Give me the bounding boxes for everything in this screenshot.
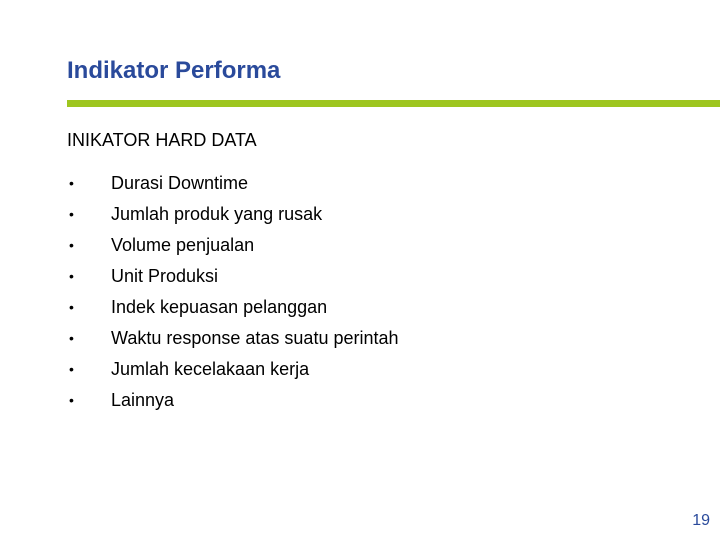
bullet-icon: • xyxy=(69,268,74,284)
bullet-text: Lainnya xyxy=(111,390,175,410)
bullet-icon: • xyxy=(69,206,74,222)
bullet-list xyxy=(67,168,399,416)
bullet-icon: • xyxy=(69,237,74,253)
list-item xyxy=(67,168,399,199)
bullet-icon: • xyxy=(69,175,74,191)
bullet-icon: • xyxy=(69,392,74,408)
title-underline-rule xyxy=(67,100,720,107)
bullet-text: Jumlah produk yang rusak xyxy=(111,204,323,224)
list-item xyxy=(67,385,399,416)
list-item xyxy=(67,354,399,385)
list-item xyxy=(67,323,399,354)
page-number: 19 xyxy=(692,512,710,529)
bullet-text: Indek kepuasan pelanggan xyxy=(111,297,328,317)
bullet-text: Volume penjualan xyxy=(111,235,255,255)
bullet-icon: • xyxy=(69,330,74,346)
list-item xyxy=(67,261,399,292)
bullet-text: Waktu response atas suatu perintah xyxy=(111,328,399,348)
list-item xyxy=(67,292,399,323)
bullet-icon: • xyxy=(69,361,74,377)
section-heading: INIKATOR HARD DATA xyxy=(67,130,257,150)
slide-title: Indikator Performa xyxy=(67,57,281,84)
bullet-icon: • xyxy=(69,299,74,315)
bullet-text: Jumlah kecelakaan kerja xyxy=(111,359,310,379)
bullet-text: Durasi Downtime xyxy=(111,173,249,193)
list-item xyxy=(67,199,399,230)
list-item xyxy=(67,230,399,261)
bullet-text: Unit Produksi xyxy=(111,266,219,286)
